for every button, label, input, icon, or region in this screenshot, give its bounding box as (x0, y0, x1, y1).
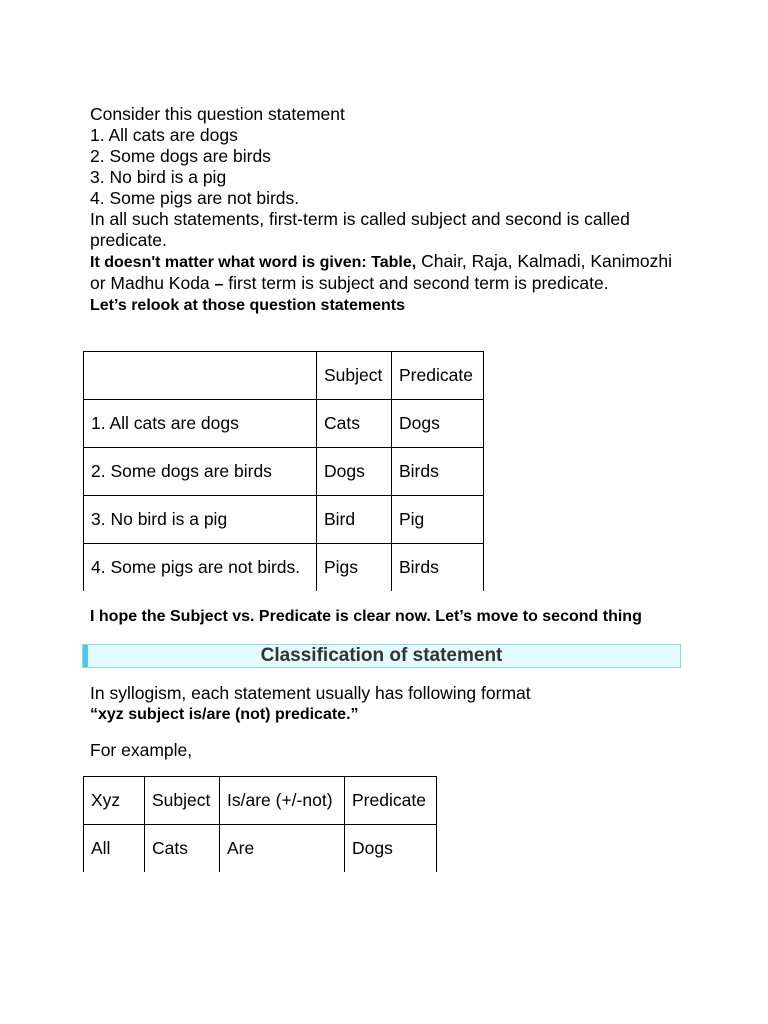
word-paragraph (90, 251, 690, 295)
table-cell: Dogs (392, 400, 484, 448)
table-cell: Pigs (317, 544, 392, 592)
table-header-row (84, 352, 484, 400)
table-header-cell (84, 352, 317, 400)
section-banner (82, 644, 681, 668)
table-cell: All (84, 825, 145, 873)
table-cell: Dogs (345, 825, 437, 873)
statement-4: 4. Some pigs are not birds. (90, 188, 300, 208)
table-cell: Bird (317, 496, 392, 544)
syllogism-line: In syllogism, each statement usually has following format (90, 683, 531, 703)
table-cell: Birds (392, 544, 484, 592)
table-header-cell: Subject (317, 352, 392, 400)
table-cell: Cats (145, 825, 220, 873)
table-cell: 3. No bird is a pig (84, 496, 317, 544)
table-header-cell: Xyz (84, 777, 145, 825)
table-header-cell: Subject (145, 777, 220, 825)
table-row (84, 400, 484, 448)
intro-text (90, 104, 690, 316)
syllogism-format: “xyz subject is/are (not) predicate.” (90, 706, 359, 723)
word-paragraph-bold: It doesn't matter what word is given: Table, (90, 254, 417, 271)
table-cell: Pig (392, 496, 484, 544)
table-header-cell: Predicate (345, 777, 437, 825)
table-header-cell: Is/are (+/-not) (220, 777, 345, 825)
word-paragraph-dash: – (214, 276, 224, 293)
word-paragraph-end: first term is subject and second term is predicate. (223, 273, 609, 293)
banner-accent-bar (83, 645, 88, 667)
format-table (83, 776, 437, 872)
table-row (84, 496, 484, 544)
table-cell: Cats (317, 400, 392, 448)
table-header-cell: Predicate (392, 352, 484, 400)
table-row (84, 825, 437, 873)
definition-paragraph: In all such statements, first-term is called subject and second is called predicate. (90, 209, 630, 250)
example-label: For example, (90, 740, 193, 760)
table-header-row (84, 777, 437, 825)
table-cell: Dogs (317, 448, 392, 496)
statement-1: 1. All cats are dogs (90, 125, 238, 145)
table-row (84, 544, 484, 592)
relook-heading: Let’s relook at those question statements (90, 297, 406, 314)
intro-line: Consider this question statement (90, 104, 345, 124)
syllogism-text (90, 683, 531, 725)
statement-2: 2. Some dogs are birds (90, 146, 271, 166)
table-cell: 2. Some dogs are birds (84, 448, 317, 496)
transition-text: I hope the Subject vs. Predicate is clear now. Let’s move to second thing (90, 608, 642, 625)
table-cell: Are (220, 825, 345, 873)
section-title: Classification of statement (260, 645, 503, 666)
table-row (84, 448, 484, 496)
table-cell: 1. All cats are dogs (84, 400, 317, 448)
word-paragraph-rest: Chair, Raja, Kalmadi, Kanimozhi or Madhu Koda (90, 251, 673, 293)
table-cell: Birds (392, 448, 484, 496)
statement-3: 3. No bird is a pig (90, 167, 227, 187)
subject-predicate-table (83, 351, 484, 591)
table-cell: 4. Some pigs are not birds. (84, 544, 317, 592)
